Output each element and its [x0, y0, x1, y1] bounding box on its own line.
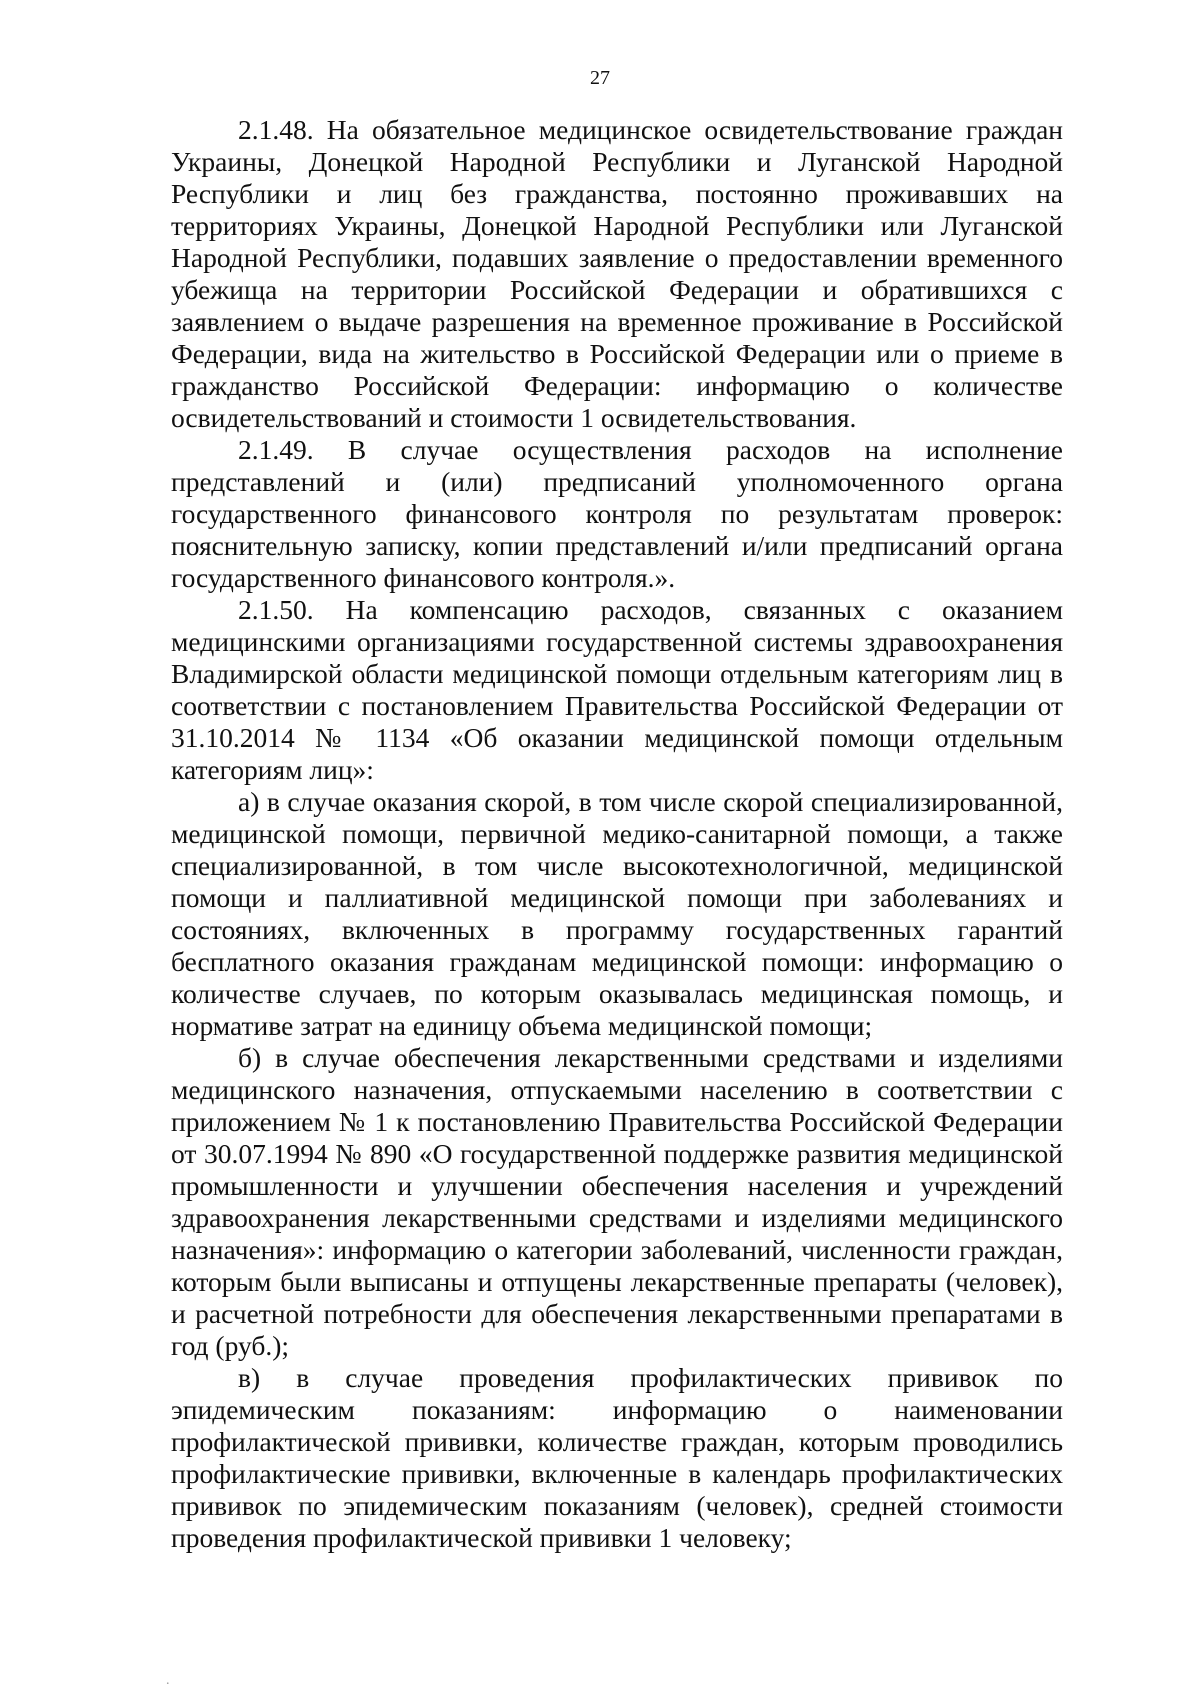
paragraph-2-1-48: 2.1.48. На обязательное медицинское освидетельствование граждан Украины, Донецкой Народной Республики и Луганской Народной Республики и лиц без гражданства, постоянно проживавших на территориях Украины, Донецкой Народной Республики или Луганской Народной Республики, подавших заявление о предоставлении временного убежища на территории Российской Федерации и обратившихся с заявлением о выдаче разрешения на временное проживание в Российской Федерации, вида на жительство в Российской Федерации или о приеме в гражданство Российской Федерации: информацию о количестве освидетельствований и стоимости 1 освидетельствования.: [171, 114, 1063, 433]
subparagraph-b: б) в случае обеспечения лекарственными средствами и изделиями медицинского назначения, отпускаемыми населению в соответствии с приложением № 1 к постановлению Правительства Российской Федерации от 30.07.1994 № 890 «О государственной поддержке развития медицинской промышленности и улучшении обеспечения населения и учреждений здравоохранения лекарственными средствами и изделиями медицинского назначения»: информацию о категории заболеваний, численности граждан, которым были выписаны и отпущены лекарственные препараты (человек), и расчетной потребности для обеспечения лекарственными препаратами в год (руб.);: [171, 1042, 1063, 1361]
paragraph-2-1-49: 2.1.49. В случае осуществления расходов на исполнение представлений и (или) предписаний уполномоченного органа государственного финансового контроля по результатам проверок: пояснительную записку, копии представлений и/или предписаний органа государственного финансового контроля.».: [171, 434, 1063, 593]
document-body: [171, 114, 1063, 1554]
subparagraph-v: в) в случае проведения профилактических прививок по эпидемическим показаниям: информацию о наименовании профилактической прививки, количестве граждан, которым проводились профилактические прививки, включенные в календарь профилактических прививок по эпидемическим показаниям (человек), средней стоимости проведения профилактической прививки 1 человеку;: [171, 1362, 1063, 1553]
paragraph-2-1-50: 2.1.50. На компенсацию расходов, связанных с оказанием медицинскими организациями государственной системы здравоохранения Владимирской области медицинской помощи отдельным категориям лиц в соответствии с постановлением Правительства Российской Федерации от 31.10.2014 № 1134 «Об оказании медицинской помощи отдельным категориям лиц»:: [171, 594, 1063, 785]
page-number: 27: [590, 67, 610, 89]
subparagraph-a: а) в случае оказания скорой, в том числе скорой специализированной, медицинской помощи, первичной медико-санитарной помощи, а также специализированной, в том числе высокотехнологичной, медицинской помощи и паллиативной медицинской помощи при заболеваниях и состояниях, включенных в программу государственных гарантий бесплатного оказания гражданам медицинской помощи: информацию о количестве случаев, по которым оказывалась медицинская помощь, и нормативе затрат на единицу объема медицинской помощи;: [171, 786, 1063, 1041]
margin-mark: .: [166, 1673, 170, 1688]
